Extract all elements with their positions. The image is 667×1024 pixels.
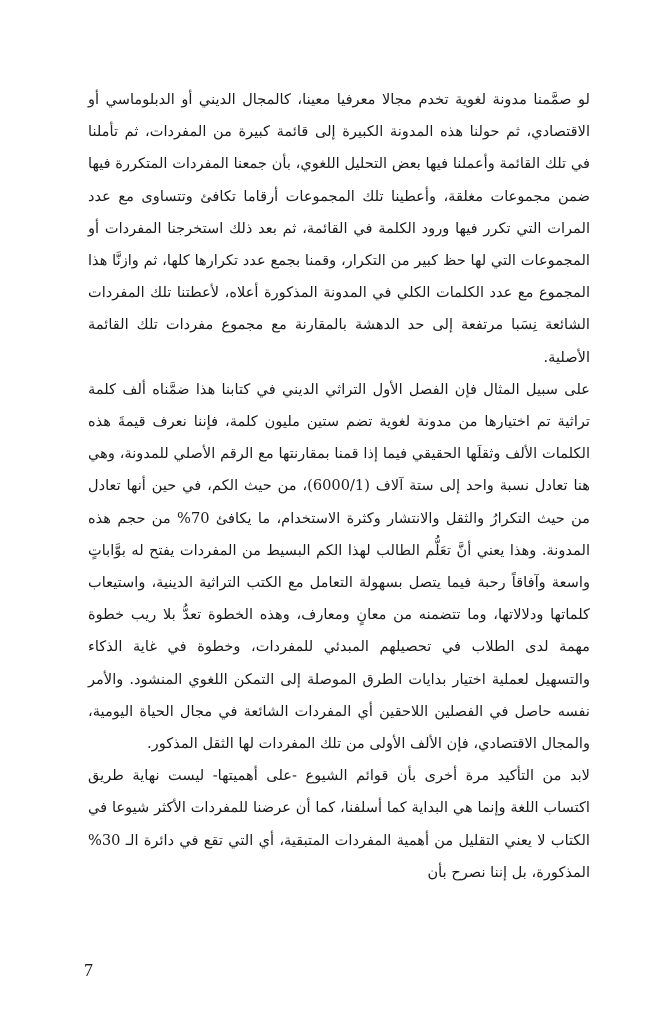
paragraph: لو صمَّمنا مدونة لغوية تخدم مجالا معرفيا معينا، كالمجال الديني أو الدبلوماسي أو الاقتصادي، ثم حولنا هذه المدونة الكبيرة إلى قائمة كبيرة من المفردات، ثم تأملنا في تلك القائمة وأعملنا فيها بعض التحليل اللغوي، بأن جمعنا المفردات المتكررة فيها ضمن مجموعات مغلقة، وأعطينا تلك المجموعات أرقاما تكافئ وتتساوى مع عدد المرات التي تكرر فيها ورود الكلمة في القائمة، ثم بعد ذلك استخرجنا المفردات أو المجموعات التي لها حظ كبير من التكرار، وقمنا بجمع عدد تكرارها كلها، ثم وازنَّا هذا المجموع مع عدد الكلمات الكلي في المدونة المذكورة أعلاه، لأعطتنا تلك المفردات الشائعة نِسَبا مرتفعة إلى حد الدهشة بالمقارنة مع مجموع مفردات تلك القائمة الأصلية. bbox=[88, 91, 590, 366]
page-body bbox=[88, 84, 590, 889]
paragraph: لابد من التأكيد مرة أخرى بأن قوائم الشيوع -على أهميتها- ليست نهاية طريق اكتساب اللغة وإنما هي البداية كما أسلفنا، كما أن عرضنا للمفردات الأكثر شيوعا في الكتاب لا يعني التقليل من أهمية المفردات المتبقية، أي التي تقع في دائرة الـ 30% المذكورة، بل إننا نصرح بأن bbox=[88, 767, 590, 881]
page-number: 7 bbox=[84, 960, 93, 980]
paragraph: على سبيل المثال فإن الفصل الأول التراثي الديني في كتابنا هذا ضمَّناه ألف كلمة تراثية تم اختيارها من مدونة لغوية تضم ستين مليون كلمة، فإننا نعرف قيمةَ هذه الكلمات الألف وثقلَها الحقيقي فيما إذا قمنا بمقارنتها مع الرقم الأصلي للمدونة، وهي هنا تعادل نسبة واحد إلى ستة آلاف (6000/1)، من حيث الكم، في حين أنها تعادل من حيث التكرارُ والثقل والانتشار وكثرة الاستخدام، ما يكافئ 70% من حجم هذه المدونة. وهذا يعني أنَّ تعَلُّم الطالب لهذا الكم البسيط من المفردات يفتح له بوَّاباتٍ واسعة وآفاقاً رحبة فيما يتصل بسهولة التعامل مع الكتب التراثية الدينية، واستيعاب كلماتها ودلالاتها، وما تتضمنه من معانٍ ومعارف، وهذه الخطوة تعدُّ بلا ريب خطوة مهمة لدى الطلاب في تحصيلهم المبدئي للمفردات، وخطوة في غاية الذكاء والتسهيل لعملية اختيار بدايات الطرق الموصلة إلى التمكن اللغوي المنشود. والأمر نفسه حاصل في الفصلين اللاحقين أي المفردات الشائعة في مجال الحياة اليومية، والمجال الاقتصادي، فإن الألف الأولى من تلك المفردات لها الثقل المذكور. bbox=[88, 380, 590, 753]
